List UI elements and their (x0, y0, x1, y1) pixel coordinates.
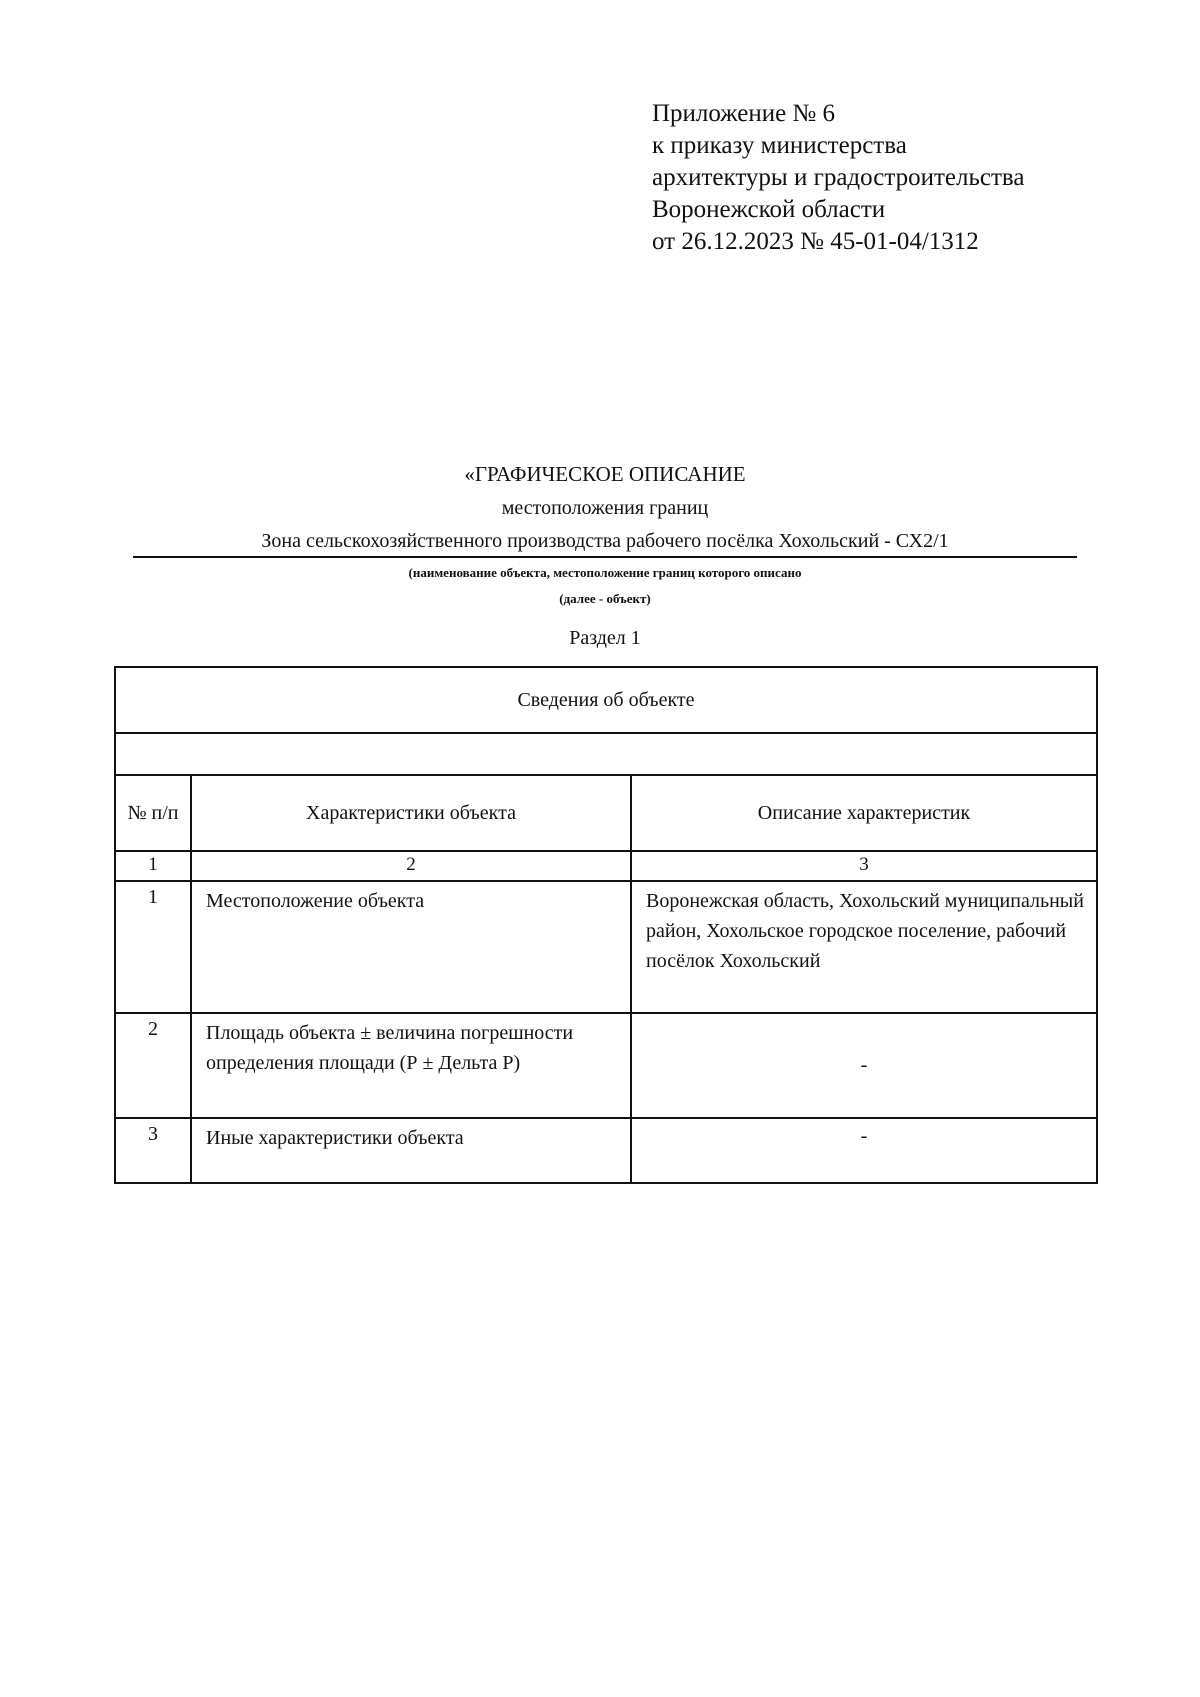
appendix-line: к приказу министерства (652, 132, 907, 159)
index-cell: 1 (115, 851, 191, 881)
header-num: № п/п (115, 775, 191, 851)
row-characteristic: Местоположение объекта (191, 881, 631, 1013)
table-title: Сведения об объекте (115, 667, 1097, 733)
row-description: Воронежская область, Хохольский муниципальный район, Хохольское городское поселение, рабочий посёлок Хохольский (631, 881, 1097, 1013)
table-row (115, 881, 1097, 1013)
object-name: Зона сельскохозяйственного производства рабочего посёлка Хохольский - СХ2/1 (133, 526, 1077, 558)
index-cell: 3 (631, 851, 1097, 881)
table-title-row (115, 667, 1097, 733)
index-cell: 2 (191, 851, 631, 881)
document-subtitle: местоположения границ (501, 497, 709, 519)
appendix-line: Воронежской области (652, 196, 886, 223)
section-label: Раздел 1 (569, 627, 641, 649)
object-name-caption-continued: (далее - объект) (559, 591, 651, 606)
table-empty-row (115, 733, 1097, 775)
row-num: 3 (115, 1118, 191, 1183)
header-description: Описание характеристик (631, 775, 1097, 851)
object-info-table (114, 666, 1098, 1184)
table-row (115, 1118, 1097, 1183)
appendix-line: архитектуры и градостроительства (652, 164, 1025, 191)
row-characteristic: Площадь объекта ± величина погрешности определения площади (Р ± Дельта Р) (191, 1013, 631, 1118)
row-num: 2 (115, 1013, 191, 1118)
appendix-line: Приложение № 6 (652, 100, 836, 127)
header-characteristic: Характеристики объекта (191, 775, 631, 851)
row-description: - (631, 1013, 1097, 1118)
row-characteristic: Иные характеристики объекта (191, 1118, 631, 1183)
row-num: 1 (115, 881, 191, 1013)
appendix-block (652, 98, 1024, 258)
appendix-line: от 26.12.2023 № 45-01-04/1312 (652, 228, 979, 255)
table-row (115, 1013, 1097, 1118)
table-empty-cell (115, 733, 1097, 775)
table-index-row (115, 851, 1097, 881)
document-title: «ГРАФИЧЕСКОЕ ОПИСАНИЕ (464, 462, 746, 486)
table-header-row (115, 775, 1097, 851)
row-description: - (631, 1118, 1097, 1183)
object-name-caption: (наименование объекта, местоположение границ которого описано (408, 565, 802, 580)
